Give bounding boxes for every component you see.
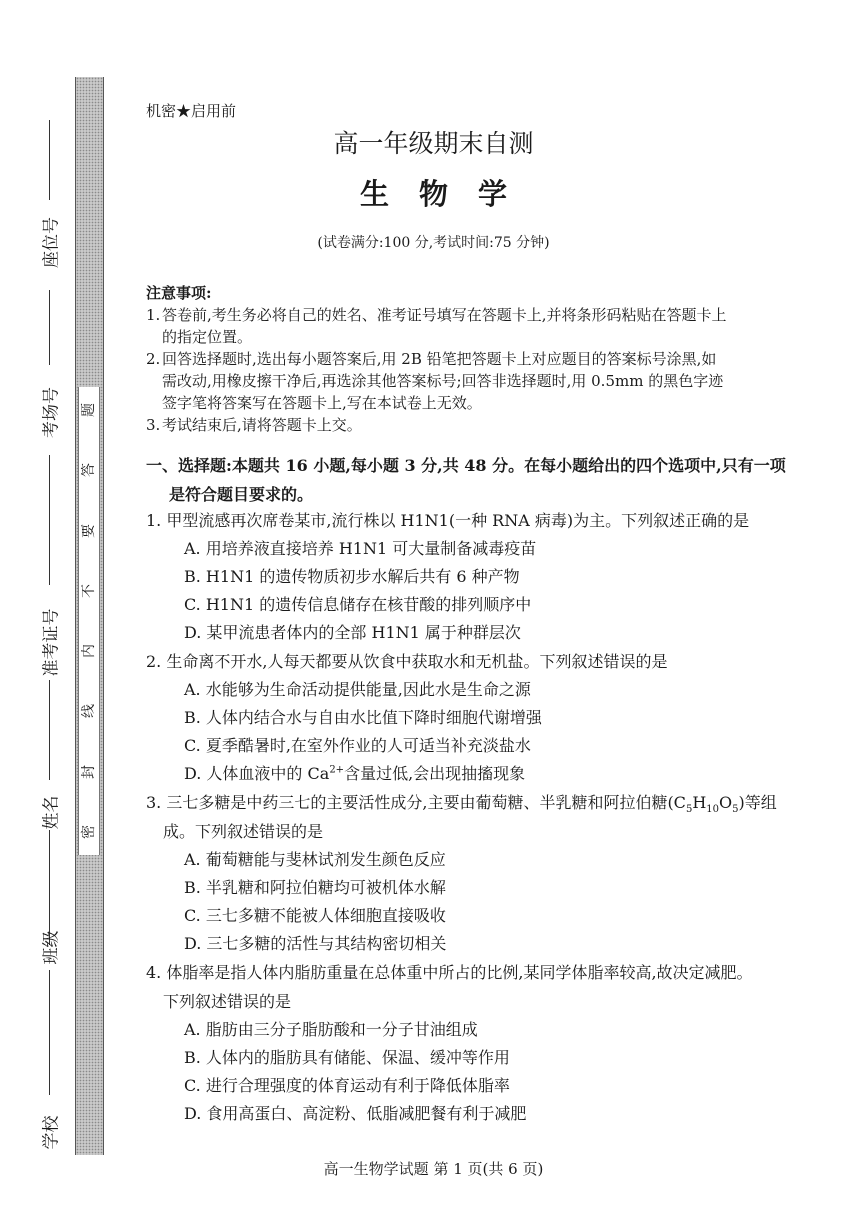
notice-number: 2.: [146, 350, 161, 368]
ticket-line: [49, 455, 50, 585]
name-label: 姓名: [41, 795, 62, 830]
question-option: A. 葡萄糖能与斐林试剂发生颜色反应: [184, 850, 446, 869]
seal-char: 封: [81, 764, 97, 779]
notice-text: 签字笔将答案写在答题卡上,写在本试卷上无效。: [162, 394, 482, 412]
question-list: [146, 506, 836, 1128]
question-option: D. 三七多糖的活性与其结构密切相关: [184, 934, 447, 953]
seal-char: 内: [81, 644, 97, 659]
exam-info: (试卷满分:100 分,考试时间:75 分钟): [317, 235, 550, 251]
notice-item: [146, 348, 836, 414]
seal-char: 密: [81, 824, 97, 839]
formula-subscript: 5: [732, 804, 739, 816]
formula-element: H: [692, 793, 707, 812]
ticket-label: 准考证号: [41, 608, 62, 677]
question-option: C. 三七多糖不能被人体细胞直接吸收: [184, 906, 446, 925]
notice-item: [146, 304, 836, 348]
notice-item: [146, 414, 836, 436]
room-line: [49, 290, 50, 365]
question-stem: 2. 生命离不开水,人每天都要从饮食中获取水和无机盐。下列叙述错误的是: [146, 652, 668, 671]
notice-text: 需改动,用橡皮擦干净后,再选涂其他答案标号;回答非选择题时,用 0.5mm 的黑色字迹: [162, 372, 724, 390]
formula-subscript: 10: [706, 804, 719, 816]
question-option: C. H1N1 的遗传信息储存在核苷酸的排列顺序中: [184, 595, 532, 614]
question-option: B. 人体内结合水与自由水比值下降时细胞代谢增强: [184, 708, 542, 727]
formula-element: O: [719, 793, 733, 812]
exam-title: 高一年级期末自测: [333, 129, 534, 158]
stem-text: 3. 三七多糖是中药三七的主要活性成分,主要由葡萄糖、半乳糖和阿拉伯糖(C: [146, 793, 686, 812]
question-option: B. H1N1 的遗传物质初步水解后共有 6 种产物: [184, 567, 520, 586]
page-footer: 高一生物学试题 第 1 页(共 6 页): [323, 1160, 544, 1178]
school-label: 学校: [41, 1115, 62, 1150]
formula-subscript: 5: [685, 804, 693, 816]
question-option: C. 进行合理强度的体育运动有利于降低体脂率: [184, 1076, 510, 1095]
notice-text: 答卷前,考生务必将自己的姓名、准考证号填写在答题卡上,并将条形码粘贴在答题卡上: [162, 306, 727, 324]
notice-number: 3.: [146, 416, 161, 434]
question-stem-continued: 成。下列叙述错误的是: [163, 822, 324, 841]
notice-text: 考试结束后,请将答题卡上交。: [162, 416, 362, 434]
seal-char: 不: [81, 583, 97, 598]
question-option: C. 夏季酷暑时,在室外作业的人可适当补充淡盐水: [184, 736, 531, 755]
question-option: A. 用培养液直接培养 H1N1 可大量制备减毒疫苗: [184, 539, 537, 558]
notice-text: 的指定位置。: [162, 328, 253, 346]
room-label: 考场号: [41, 387, 62, 438]
seal-char: 答: [81, 463, 97, 478]
question-option: B. 半乳糖和阿拉伯糖均可被机体水解: [184, 878, 446, 897]
option-text: 含量过低,会出现抽搐现象: [344, 764, 526, 783]
notice-text: 回答选择题时,选出每小题答案后,用 2B 铅笔把答题卡上对应题目的答案标号涂黑,如: [162, 350, 717, 368]
question-option: [146, 760, 836, 788]
question-option: A. 水能够为生命活动提供能量,因此水是生命之源: [184, 680, 531, 699]
notice-number: 1.: [146, 306, 161, 324]
stem-text: )等组: [738, 793, 777, 812]
question-option: A. 脂肪由三分子脂肪酸和一分子甘油组成: [184, 1020, 478, 1039]
class-label: 班级: [41, 930, 62, 965]
question-option: B. 人体内的脂肪具有储能、保温、缓冲等作用: [184, 1048, 510, 1067]
school-line: [49, 970, 50, 1095]
section-heading-line: 是符合题目要求的。: [169, 485, 314, 504]
question-option: D. 食用高蛋白、高淀粉、低脂减肥餐有利于减肥: [184, 1104, 527, 1123]
question-stem: [146, 788, 836, 817]
name-line: [49, 680, 50, 780]
notice-block: [146, 282, 836, 436]
question-stem: 4. 体脂率是指人体内脂肪重量在总体重中所占的比例,某同学体脂率较高,故决定减肥。: [146, 963, 753, 982]
seal-char: 线: [81, 704, 97, 719]
subject-title: 生物学: [359, 177, 537, 211]
question-stem: 1. 甲型流感再次席卷某市,流行株以 H1N1(一种 RNA 病毒)为主。下列叙述正确的是: [146, 511, 750, 530]
section-heading-line: 一、选择题:本题共 16 小题,每小题 3 分,共 48 分。在每小题给出的四个选项中,只有一项: [146, 456, 786, 475]
seal-char: 要: [81, 523, 97, 538]
seal-line-notice: [78, 387, 100, 855]
seat-label: 座位号: [41, 217, 62, 268]
question-option: D. 某甲流患者体内的全部 H1N1 属于种群层次: [184, 623, 521, 642]
confidential-mark: 机密★启用前: [146, 102, 237, 120]
section-heading: [146, 451, 836, 509]
notice-title: 注意事项:: [146, 284, 212, 302]
option-text: D. 人体血液中的 Ca: [184, 764, 330, 783]
ion-charge: 2+: [329, 764, 345, 776]
question-stem-continued: 下列叙述错误的是: [163, 992, 292, 1011]
seal-char: 题: [81, 403, 97, 417]
